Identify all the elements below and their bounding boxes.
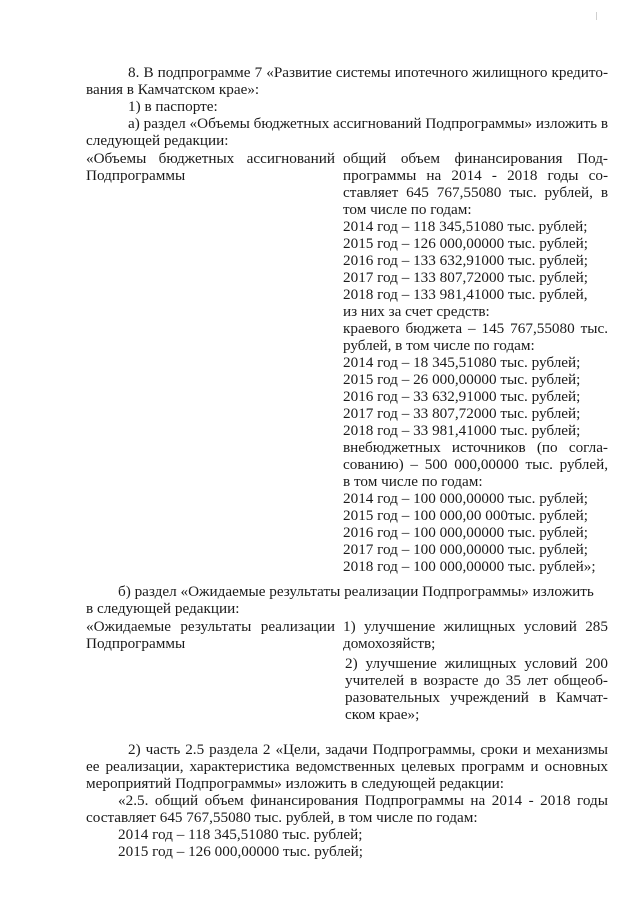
item-2-line: 2014 год – 118 345,51080 тыс. рублей; (118, 826, 363, 843)
table-value-line: общий объем финансирования Под- (343, 150, 608, 167)
item-2-line: «2.5. общий объем финансирования Подпрограммы на 2014 - 2018 годы (118, 792, 608, 809)
table-value-line: 2016 год – 100 000,00000 тыс. рублей; (343, 524, 588, 541)
table-value-line: из них за счет средств: (343, 303, 490, 320)
item-2-line: ее реализации, характеристика ведомственных целевых программ и основных (86, 758, 608, 775)
table-value-line: 2015 год – 26 000,00000 тыс. рублей; (343, 371, 581, 388)
item-2-line: 2) часть 2.5 раздела 2 «Цели, задачи Подпрограммы, сроки и механизмы (128, 741, 608, 758)
table-value-line: 2018 год – 100 000,00000 тыс. рублей»; (343, 558, 596, 575)
table-value-line: 2017 год – 33 807,72000 тыс. рублей; (343, 405, 581, 422)
table-value-line: 2015 год – 100 000,00 000тыс. рублей; (343, 507, 588, 524)
table-label-line: Подпрограммы (86, 167, 186, 184)
table-value-line: программы на 2014 - 2018 годы со- (343, 167, 608, 184)
table-value-line: учителей в возрасте до 35 лет общеоб- (345, 672, 608, 689)
table-label-line: «Объемы бюджетных ассигнований (86, 150, 335, 167)
table-value-line: 2016 год – 133 632,91000 тыс. рублей; (343, 252, 588, 269)
item-a-line: следующей редакции: (86, 132, 229, 149)
item-a-line: а) раздел «Объемы бюджетных ассигнований Подпрограммы» изложить в (128, 115, 608, 132)
table-value-line: сованию) – 500 000,00000 тыс. рублей, (343, 456, 608, 473)
table-value-line: ставляет 645 767,55080 тыс. рублей, в (343, 184, 608, 201)
paragraph-8-line: 8. В подпрограмме 7 «Развитие системы ипотечного жилищного кредито- (128, 64, 608, 81)
table-value-line: разовательных учреждений в Камчат- (345, 689, 608, 706)
item-b-line: в следующей редакции: (86, 600, 240, 617)
table-value-line: 2014 год – 18 345,51080 тыс. рублей; (343, 354, 581, 371)
table-value-line: 2014 год – 118 345,51080 тыс. рублей; (343, 218, 588, 235)
table-value-line: домохозяйств; (343, 635, 436, 652)
table-value-line: 2017 год – 133 807,72000 тыс. рублей; (343, 269, 588, 286)
table-value-line: 2018 год – 33 981,41000 тыс. рублей; (343, 422, 581, 439)
item-2-line: 2015 год – 126 000,00000 тыс. рублей; (118, 843, 363, 860)
page-edge-mark (596, 12, 599, 20)
paragraph-8-line: вания в Камчатском крае»: (86, 81, 260, 98)
table-value-line: внебюджетных источников (по согла- (343, 439, 608, 456)
item-1-heading: 1) в паспорте: (128, 98, 218, 115)
item-2-line: составляет 645 767,55080 тыс. рублей, в том числе по годам: (86, 809, 478, 826)
table-value-line: в том числе по годам: (343, 473, 483, 490)
table-value-line: 2018 год – 133 981,41000 тыс. рублей, (343, 286, 588, 303)
table-value-line: ском крае»; (345, 706, 420, 723)
table-value-line: 2017 год – 100 000,00000 тыс. рублей; (343, 541, 588, 558)
table-value-line: 1) улучшение жилищных условий 285 (343, 618, 608, 635)
table-value-line: рублей, в том числе по годам: (343, 337, 535, 354)
table-label-line: «Ожидаемые результаты реализации (86, 618, 335, 635)
table-value-line: 2015 год – 126 000,00000 тыс. рублей; (343, 235, 588, 252)
table-value-line: 2016 год – 33 632,91000 тыс. рублей; (343, 388, 581, 405)
table-value-line: краевого бюджета – 145 767,55080 тыс. (343, 320, 608, 337)
table-value-line: 2) улучшение жилищных условий 200 (345, 655, 608, 672)
table-label-line: Подпрограммы (86, 635, 186, 652)
table-value-line: том числе по годам: (343, 201, 472, 218)
table-value-line: 2014 год – 100 000,00000 тыс. рублей; (343, 490, 588, 507)
item-b-line: б) раздел «Ожидаемые результаты реализации Подпрограммы» изложить (118, 583, 594, 600)
item-2-line: мероприятий Подпрограммы» изложить в следующей редакции: (86, 775, 504, 792)
